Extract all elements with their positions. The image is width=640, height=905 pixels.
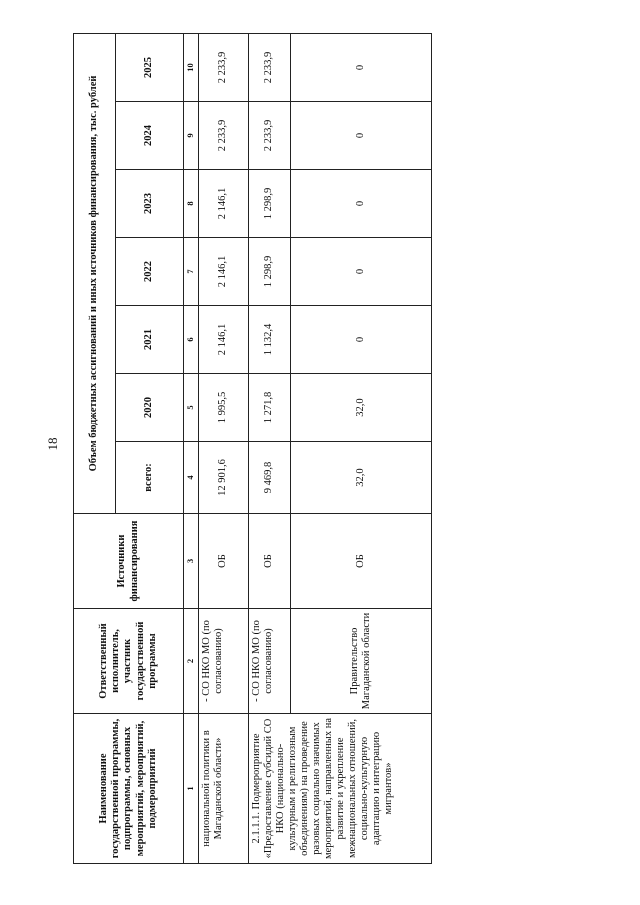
row-value: 0 [290, 33, 431, 101]
row-value: 2 146,1 [198, 238, 248, 306]
header-executor: Ответственный исполнитель, участник государственной программы [74, 609, 184, 714]
table-row [198, 33, 248, 863]
row-value: 2 146,1 [198, 170, 248, 238]
column-number-row [184, 33, 199, 863]
header-year-2025: 2025 [116, 33, 184, 101]
col-number: 4 [184, 442, 199, 514]
header-year-2023: 2023 [116, 170, 184, 238]
rotated-table-sheet [73, 34, 430, 864]
row-value: 0 [290, 102, 431, 170]
header-year-2020: 2020 [116, 374, 184, 442]
row-executor: Правительство Магаданской области [290, 609, 431, 714]
row-value: 0 [290, 238, 431, 306]
budget-table [73, 33, 432, 864]
row-value: 0 [290, 170, 431, 238]
row-value: 32,0 [290, 442, 431, 514]
row-executor: - СО НКО МО (по согласованию) [248, 609, 290, 714]
row-value: 1 995,5 [198, 374, 248, 442]
row-value: 2 233,9 [248, 102, 290, 170]
row-value: 2 233,9 [248, 33, 290, 101]
row-value: 2 146,1 [198, 306, 248, 374]
row-value: 1 298,9 [248, 238, 290, 306]
table-row [248, 33, 290, 863]
col-number: 7 [184, 238, 199, 306]
col-number: 2 [184, 609, 199, 714]
row-value: 9 469,8 [248, 442, 290, 514]
col-number: 3 [184, 514, 199, 609]
row-value: 1 298,9 [248, 170, 290, 238]
header-year-total: всего: [116, 442, 184, 514]
row-source: ОБ [290, 514, 431, 609]
col-number: 10 [184, 33, 199, 101]
row-name: национальной политики в Магаданской области» [198, 714, 248, 864]
row-value: 1 132,4 [248, 306, 290, 374]
row-source: ОБ [248, 514, 290, 609]
row-value: 1 271,8 [248, 374, 290, 442]
header-year-2024: 2024 [116, 102, 184, 170]
col-number: 5 [184, 374, 199, 442]
col-number: 6 [184, 306, 199, 374]
row-executor: - СО НКО МО (по согласованию) [198, 609, 248, 714]
row-source: ОБ [198, 514, 248, 609]
header-year-2022: 2022 [116, 238, 184, 306]
col-number: 9 [184, 102, 199, 170]
header-source: Источники финансирования [74, 514, 184, 609]
table-rotation-wrapper [73, 34, 430, 864]
row-value: 12 901,6 [198, 442, 248, 514]
row-name: 2.1.1.1. Подмероприятие «Предоставление субсидий СО НКО (национально-культурным и религиозным объединениям) на проведение разовых социально значимых мероприятий, направленных на развитие и укрепление межнациональных отношений, социально-культурную адаптацию и интеграцию мигрантов» [248, 714, 431, 864]
header-name: Наименование государственной программы, подпрограммы, основных мероприятий, мероприятий, подмероприятий [74, 714, 184, 864]
col-number: 8 [184, 170, 199, 238]
row-value: 2 233,9 [198, 33, 248, 101]
header-year-2021: 2021 [116, 306, 184, 374]
row-value: 0 [290, 306, 431, 374]
col-number: 1 [184, 714, 199, 864]
row-value: 2 233,9 [198, 102, 248, 170]
page-number: 18 [45, 437, 60, 451]
header-volume: Объем бюджетных ассигнований и иных источников финансирования, тыс. рублей [74, 33, 116, 513]
row-value: 32,0 [290, 374, 431, 442]
